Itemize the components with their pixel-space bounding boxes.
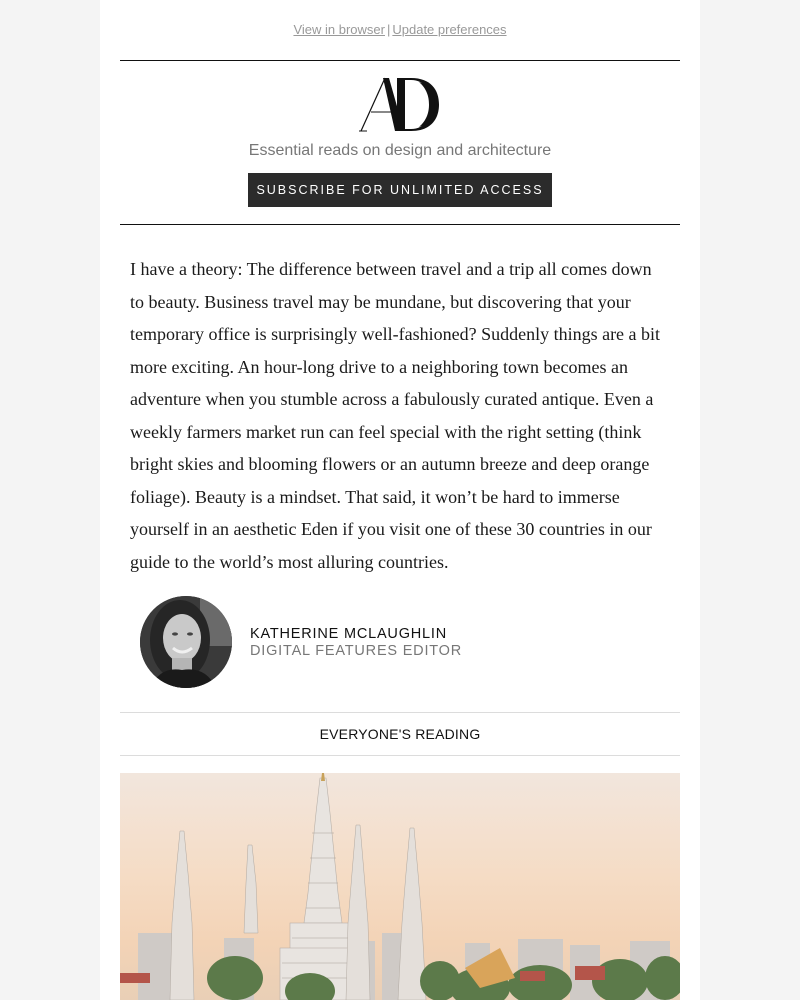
author-name: KATHERINE MCLAUGHLIN: [250, 626, 448, 642]
preheader: [100, 22, 700, 37]
section-bottom-divider: [120, 755, 680, 756]
header-bottom-divider: [120, 224, 680, 225]
header-top-divider: [120, 60, 680, 61]
author-role: DIGITAL FEATURES EDITOR: [250, 643, 463, 659]
view-in-browser-link[interactable]: View in browser: [293, 22, 385, 37]
author-avatar: [140, 596, 232, 688]
email-container: [100, 0, 700, 1000]
author-block: [140, 596, 660, 690]
author-portrait-icon: [140, 596, 232, 688]
tagline: Essential reads on design and architecture: [248, 142, 552, 159]
section-title: EVERYONE'S READING: [319, 726, 481, 742]
update-preferences-link[interactable]: Update preferences: [392, 22, 507, 37]
hero-image[interactable]: [120, 773, 680, 1000]
subscribe-button[interactable]: SUBSCRIBE FOR UNLIMITED ACCESS: [248, 173, 552, 207]
section-top-divider: [120, 712, 680, 713]
ad-logo[interactable]: [100, 76, 700, 134]
ad-logo-icon: [359, 76, 441, 132]
preheader-separator: |: [386, 22, 391, 37]
article-intro-text: I have a theory: The difference between travel and a trip all comes down to beauty. Business travel may be mundane, but discovering that your temporary office is surprisingly well-fashioned? Suddenly things are a bit more exciting. An hour-long drive to a neighboring town becomes an adventure when you stumble across a fabulously curated antique. Even a weekly farmers market run can feel special with the right setting (think bright skies and blooming flowers or an autumn breeze and deep orange foliage). Beauty is a mindset. That said, it won’t be hard to immerse yourself in an aesthetic Eden if you visit one of these 30 countries in our guide to the world’s most alluring countries.: [130, 259, 661, 572]
temple-skyline-illustration: [120, 773, 680, 1000]
